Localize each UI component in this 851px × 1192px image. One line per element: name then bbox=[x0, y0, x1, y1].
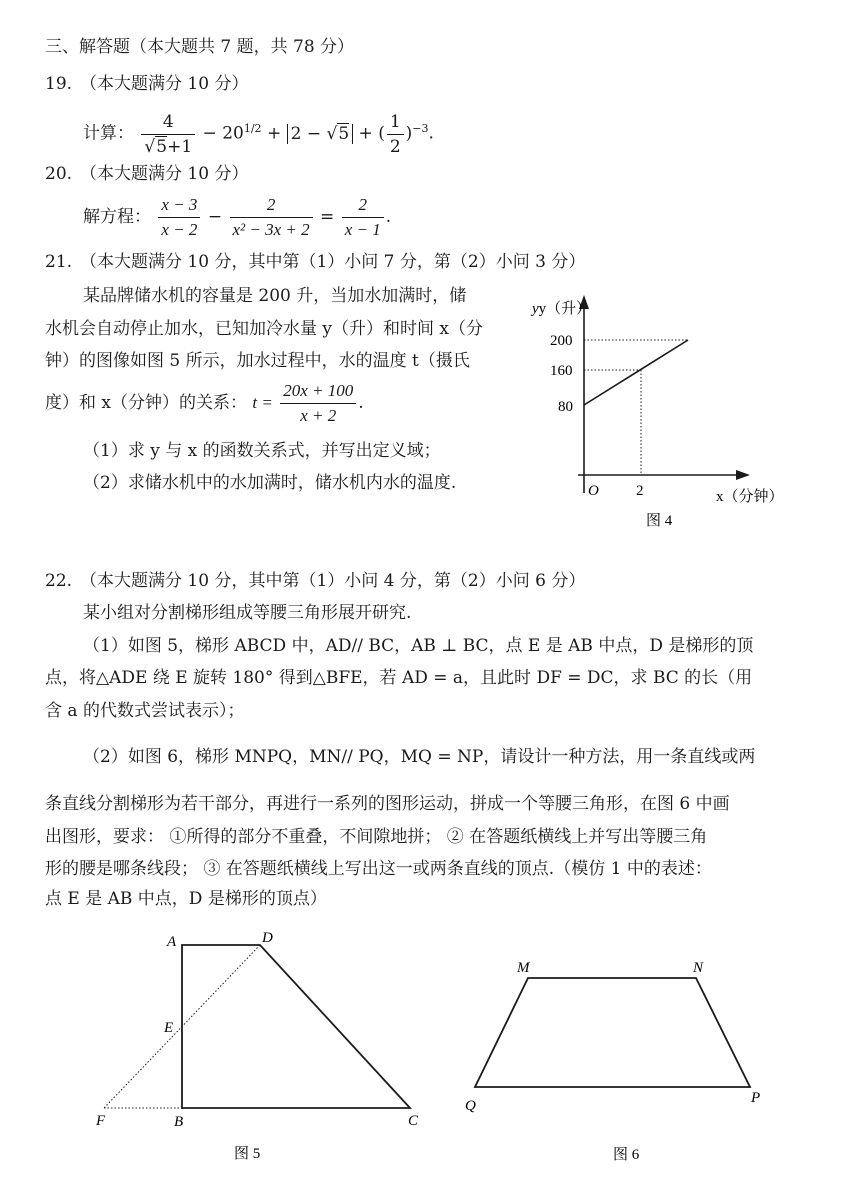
q20-score: （本大题满分 10 分） bbox=[80, 164, 249, 184]
q19-frac-den: √5+1 bbox=[144, 136, 193, 157]
q19-half-exp: 1/2 bbox=[243, 122, 262, 135]
fig6-label-P: P bbox=[751, 1090, 761, 1106]
fig6-label-N: N bbox=[693, 960, 704, 976]
q19-minus20: − 20 bbox=[202, 123, 244, 144]
q20-lead: 解方程： bbox=[83, 207, 151, 227]
q20-frac3 bbox=[342, 195, 384, 240]
q19-expression bbox=[83, 106, 434, 157]
q20-equation bbox=[83, 194, 391, 240]
q21-frac-den: x + 2 bbox=[300, 406, 337, 425]
q21-frac-num: 20x + 100 bbox=[280, 381, 356, 404]
q19-lead: 计算： bbox=[83, 123, 134, 144]
fig4-x-label: x（分钟） bbox=[716, 489, 784, 505]
fig6-trapezoid bbox=[475, 978, 750, 1087]
q19-half bbox=[387, 112, 404, 157]
q20-eq: = bbox=[320, 207, 335, 227]
q20-f3-den: x − 1 bbox=[344, 220, 381, 239]
fig5-caption: 图 5 bbox=[234, 1146, 261, 1162]
q20-f2-num: 2 bbox=[230, 195, 313, 218]
q20-minus: − bbox=[207, 207, 223, 227]
q21-line4-end: . bbox=[358, 393, 364, 413]
q20-end: . bbox=[385, 207, 392, 227]
q22-p2-line4: 形的腰是哪条线段； ③ 在答题纸横线上写出这一或两条直线的顶点.（模仿 1 中的表述： bbox=[45, 859, 712, 879]
fig5-label-B: B bbox=[174, 1114, 184, 1130]
q19-close: ) bbox=[405, 123, 413, 144]
q19-score: （本大题满分 10 分） bbox=[80, 74, 249, 94]
fig4-x-arrow bbox=[736, 470, 750, 480]
q22-p1-line2: 点，将△ADE 绕 E 旋转 180° 得到△BFE，若 AD = a，且此时 DF = DC，求 BC 的长（用 bbox=[45, 668, 753, 688]
q22-number: 22. bbox=[45, 571, 73, 591]
q20-f3-num: 2 bbox=[342, 195, 384, 218]
q19-two: 2 bbox=[389, 136, 401, 157]
q21-frac bbox=[280, 381, 356, 426]
fig4-tick-80: 80 bbox=[558, 399, 573, 415]
fig4-origin: O bbox=[588, 483, 599, 499]
q19-sqrt5b: 5 bbox=[338, 123, 350, 144]
fig5-trapezoid bbox=[182, 945, 410, 1108]
q21-line4 bbox=[45, 380, 364, 426]
q19-neg3: −3 bbox=[412, 122, 429, 135]
fig4-tick-200: 200 bbox=[550, 333, 573, 349]
q21-line1: 某品牌储水机的容量是 200 升，当加水加满时，储 bbox=[83, 286, 467, 306]
q20-frac2 bbox=[230, 195, 313, 240]
fig4-tick-2: 2 bbox=[636, 483, 644, 499]
fig6-label-Q: Q bbox=[465, 1098, 476, 1114]
q22-p2-line3: 出图形，要求： ①所得的部分不重叠，不间隙地拼； ② 在答题纸横线上并写出等腰三角 bbox=[45, 827, 708, 847]
q19-plus-open: + ( bbox=[358, 123, 385, 144]
fig5-label-D: D bbox=[262, 930, 273, 946]
figure4 bbox=[520, 285, 810, 535]
q20-f1-num: x − 3 bbox=[158, 195, 200, 218]
q22-score: （本大题满分 10 分，其中第（1）小问 4 分，第（2）小问 6 分） bbox=[80, 571, 586, 591]
q19-end: . bbox=[428, 123, 434, 144]
q19-abs: 2 − √5 bbox=[287, 124, 354, 144]
q21-sub1: （1）求 y 与 x 的函数关系式，并写出定义域； bbox=[83, 441, 441, 461]
figure5 bbox=[80, 920, 440, 1170]
q19-plus: + bbox=[266, 123, 282, 144]
fig5-label-F: F bbox=[96, 1113, 106, 1129]
fig6-caption: 图 6 bbox=[613, 1147, 640, 1163]
q21-line3: 钟）的图像如图 5 所示，加水过程中，水的温度 t（摄氏 bbox=[45, 351, 470, 371]
q20-frac1 bbox=[158, 195, 200, 240]
q21-score: （本大题满分 10 分，其中第（1）小问 7 分，第（2）小问 3 分） bbox=[80, 252, 586, 272]
q20-f1-den: x − 2 bbox=[161, 220, 198, 239]
q21-line2: 水机会自动停止加水，已知加冷水量 y（升）和时间 x（分 bbox=[45, 319, 483, 339]
q21-number: 21. bbox=[45, 252, 73, 272]
q22-intro: 某小组对分割梯形组成等腰三角形展开研究. bbox=[83, 603, 412, 623]
figure6 bbox=[455, 950, 785, 1175]
q19-sqrt5: 5 bbox=[156, 136, 168, 157]
fig4-line bbox=[584, 340, 688, 405]
q19-frac-num: 4 bbox=[141, 112, 195, 135]
fig5-label-E: E bbox=[164, 1020, 174, 1036]
fig4-tick-160: 160 bbox=[550, 363, 573, 379]
q22-p2-line5: 点 E 是 AB 中点，D 是梯形的顶点） bbox=[45, 889, 327, 909]
q21-sub2: （2）求储水机中的水加满时，储水机内水的温度. bbox=[83, 473, 457, 493]
q19-fraction bbox=[141, 112, 195, 157]
q19-number: 19. bbox=[45, 74, 73, 94]
q22-p1-line1: （1）如图 5，梯形 ABCD 中，AD// BC，AB ⊥ BC，点 E 是 AB 中点，D 是梯形的顶 bbox=[83, 636, 754, 656]
fig4-y-label-text: y（升） bbox=[538, 301, 592, 317]
q22-p1-line3: 含 a 的代数式尝试表示）； bbox=[45, 701, 245, 721]
q20-number: 20. bbox=[45, 164, 73, 184]
fig6-label-M: M bbox=[517, 960, 530, 976]
q21-line4-text: 度）和 x（分钟）的关系： bbox=[45, 393, 247, 413]
section-title: 三、解答题（本大题共 7 题，共 78 分） bbox=[45, 37, 355, 57]
q19-abs-two: 2 − bbox=[290, 123, 322, 144]
q20-f2-den: x² − 3x + 2 bbox=[232, 220, 310, 239]
q21-t: t = bbox=[252, 393, 273, 412]
q19-plus1: +1 bbox=[167, 136, 193, 157]
fig4-caption: 图 4 bbox=[646, 513, 673, 529]
fig5-label-C: C bbox=[408, 1113, 419, 1129]
q22-p2-line1: （2）如图 6，梯形 MNPQ，MN// PQ，MQ = NP，请设计一种方法，用一条直线或两 bbox=[83, 747, 756, 767]
q19-one: 1 bbox=[387, 112, 404, 135]
q22-p2-line2: 条直线分割梯形为若干部分，再进行一系列的图形运动，拼成一个等腰三角形，在图 6 中画 bbox=[45, 794, 730, 814]
fig4-y-label: yy（升） bbox=[532, 301, 592, 317]
fig5-label-A: A bbox=[167, 934, 177, 950]
